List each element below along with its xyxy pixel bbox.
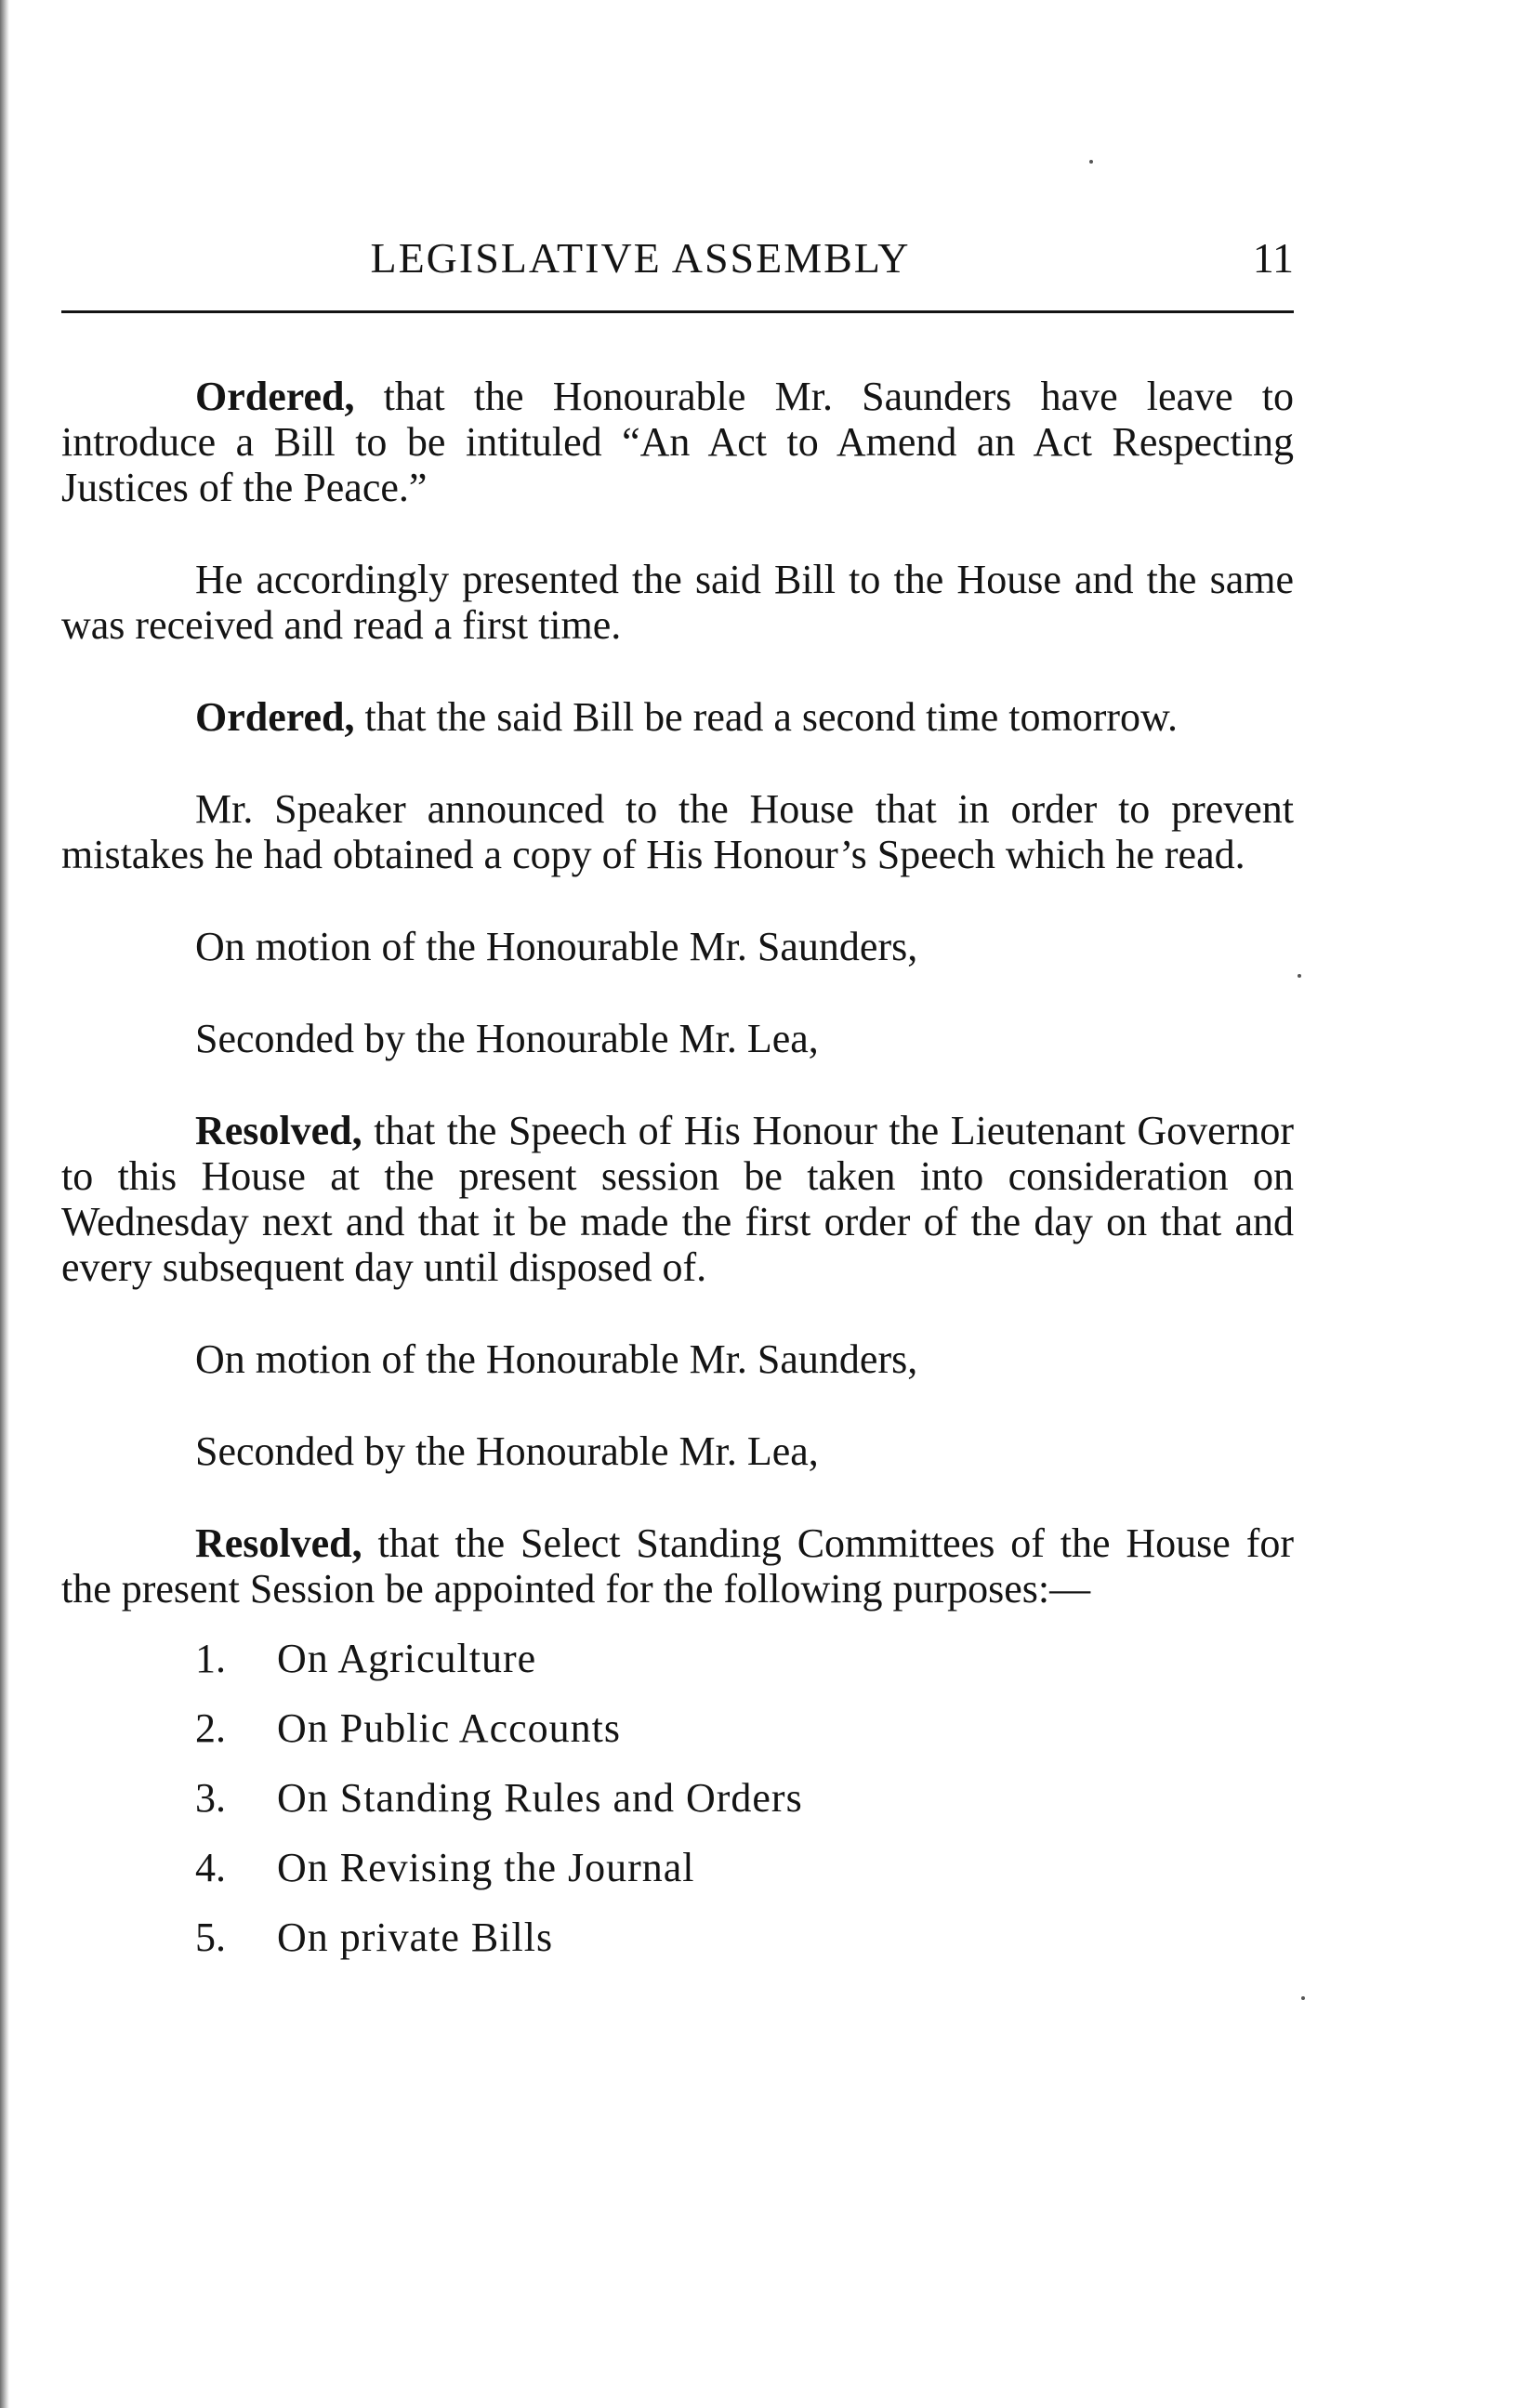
scan-speck	[1301, 1996, 1305, 2000]
paragraph-lead: Ordered,	[195, 694, 355, 740]
scan-speck	[1298, 974, 1301, 978]
list-item	[195, 1775, 1294, 1821]
list-item	[195, 1915, 1294, 1960]
paragraph-text: Seconded by the Honourable Mr. Lea,	[195, 1428, 819, 1474]
list-item-text: On Public Accounts	[277, 1705, 621, 1751]
list-item-number: 3.	[195, 1775, 226, 1821]
list-item-number: 5.	[195, 1915, 226, 1960]
paragraph-lead: Ordered,	[195, 374, 355, 419]
paragraph-ordered-second-reading	[61, 694, 1294, 740]
paragraph-lead: Resolved,	[195, 1520, 362, 1566]
paragraph-seconded	[61, 1016, 1294, 1061]
list-item	[195, 1845, 1294, 1890]
paragraph-speaker-announcement	[61, 786, 1294, 877]
paragraph-text: Seconded by the Honourable Mr. Lea,	[195, 1016, 819, 1061]
paragraph-resolved-speech	[61, 1108, 1294, 1290]
paragraph-text: that the said Bill be read a second time tomorrow.	[354, 694, 1178, 740]
page-number: 11	[1252, 234, 1294, 282]
list-item-text: On private Bills	[277, 1915, 554, 1960]
list-item-text: On Standing Rules and Orders	[277, 1775, 803, 1821]
paragraph-lead: Resolved,	[195, 1108, 362, 1153]
paragraph-seconded	[61, 1428, 1294, 1474]
list-item-number: 1.	[195, 1636, 226, 1681]
body-text	[61, 374, 1294, 1984]
list-item-number: 2.	[195, 1705, 226, 1751]
running-head	[61, 230, 1294, 286]
scan-speck	[1089, 160, 1093, 164]
list-item-text: On Agriculture	[277, 1636, 537, 1681]
list-item	[195, 1705, 1294, 1751]
header-rule	[61, 310, 1294, 313]
list-item-number: 4.	[195, 1845, 226, 1890]
paragraph-presented	[61, 557, 1294, 648]
paragraph-text: On motion of the Honourable Mr. Saunders,	[195, 924, 918, 969]
list-item-text: On Revising the Journal	[277, 1845, 695, 1890]
running-title: LEGISLATIVE ASSEMBLY	[370, 234, 911, 282]
paragraph-text: He accordingly presented the said Bill to the House and the same was received and read a first time.	[61, 557, 1294, 648]
paragraph-motion	[61, 1336, 1294, 1382]
paragraph-text: Mr. Speaker announced to the House that in order to prevent mistakes he had obtained a copy of His Honour’s Speech which he read.	[61, 786, 1294, 877]
paragraph-text: that the Speech of His Honour the Lieutenant Governor to this House at the present session be taken into consideration on Wednesday next and that it be made the first order of the day on that and every subsequent day until disposed of.	[61, 1108, 1294, 1290]
paragraph-text: that the Honourable Mr. Saunders have leave to introduce a Bill to be intituled “An Act to Amend an Act Respecting Justices of the Peace.”	[61, 374, 1294, 510]
paragraph-motion	[61, 924, 1294, 969]
committee-list	[195, 1636, 1294, 1960]
paragraph-text: that the Select Standing Committees of the House for the present Session be appointed for the following purposes:—	[61, 1520, 1294, 1612]
paragraph-resolved-committees	[61, 1520, 1294, 1612]
paragraph-text: On motion of the Honourable Mr. Saunders,	[195, 1336, 918, 1382]
paragraph-ordered-leave	[61, 374, 1294, 510]
list-item	[195, 1636, 1294, 1681]
